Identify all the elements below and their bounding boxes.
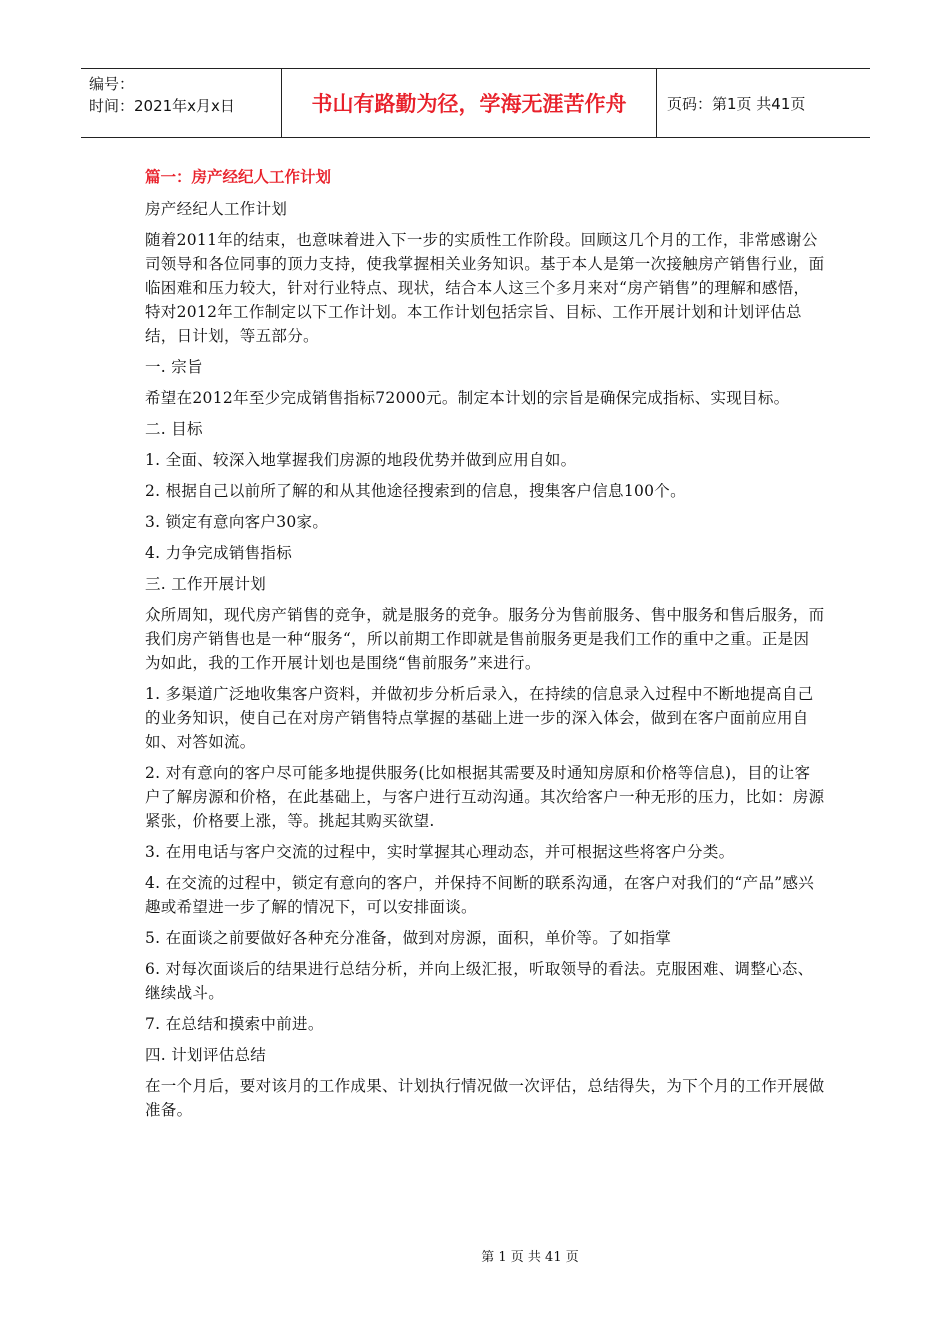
goal-item: 2. 根据自己以前所了解的和从其他途径搜索到的信息，搜集客户信息100个。 (145, 482, 686, 500)
plan-item: 5. 在面谈之前要做好各种充分准备，做到对房源，面积，单价等。了如指掌 (145, 929, 672, 947)
plan-item: 3. 在用电话与客户交流的过程中，实时掌握其心理动态，并可根据这些将客户分类。 (145, 843, 735, 861)
page-footer (0, 1246, 950, 1265)
intro-paragraph: 随着2011年的结束，也意味着进入下一步的实质性工作阶段。回顾这几个月的工作，非常感谢公司领导和各位同事的顶力支持，使我掌握相关业务知识。基于本人是第一次接触房产销售行业，面临困难和压力较大，针对行业特点、现状，结合本人这三个多月来对“房产销售”的理解和感悟，特对2012年工作制定以下工作计划。本工作计划包括宗旨、目标、工作开展计划和计划评估总结，日计划，等五部分。 (145, 231, 825, 345)
plan-item: 2. 对有意向的客户尽可能多地提供服务(比如根据其需要及时通知房原和价格等信息)，目的让客户了解房源和价格，在此基础上，与客户进行互动沟通。其次给客户一种无形的压力，比如：房源紧张，价格要上涨，等。挑起其购买欲望. (145, 764, 825, 830)
header-motto: 书山有路勤为径，学海无涯苦作舟 (281, 69, 657, 137)
evaluation-paragraph: 在一个月后，要对该月的工作成果、计划执行情况做一次评估，总结得失，为下个月的工作开展做准备。 (145, 1077, 825, 1119)
plan-item: 1. 多渠道广泛地收集客户资料，并做初步分析后录入，在持续的信息录入过程中不断地提高自己的业务知识，使自己在对房产销售特点掌握的基础上进一步的深入体会，做到在客户面前应用自如、对答如流。 (145, 685, 814, 751)
goal-item: 1. 全面、较深入地掌握我们房源的地段优势并做到应用自如。 (145, 451, 577, 469)
plan-item: 6. 对每次面谈后的结果进行总结分析，并向上级汇报，听取领导的看法。克服困难、调整心态、继续战斗。 (145, 960, 814, 1002)
plan-item: 4. 在交流的过程中，锁定有意向的客户，并保持不间断的联系沟通，在客户对我们的“产品”感兴趣或希望进一步了解的情况下，可以安排面谈。 (145, 874, 815, 916)
heading-evaluation: 四. 计划评估总结 (145, 1046, 267, 1064)
purpose-paragraph: 希望在2012年至少完成销售指标72000元。制定本计划的宗旨是确保完成指标、实现目标。 (145, 389, 790, 407)
footer-page-number: 第 1 页 共 41 页 (481, 1250, 579, 1265)
section-title: 篇一：房产经纪人工作计划 (145, 168, 332, 186)
header-meta (81, 69, 281, 137)
header-page-label: 页码：第1页 共41页 (667, 94, 806, 113)
page-header (81, 68, 870, 138)
time-label: 时间：2021年x月x日 (89, 97, 235, 115)
goal-item: 3. 锁定有意向客户30家。 (145, 513, 329, 531)
document-body (145, 165, 825, 1129)
heading-goals: 二. 目标 (145, 420, 203, 438)
number-label: 编号： (89, 75, 135, 93)
plan-item: 7. 在总结和摸索中前进。 (145, 1015, 324, 1033)
heading-purpose: 一. 宗旨 (145, 358, 203, 376)
heading-plan: 三. 工作开展计划 (145, 575, 267, 593)
goal-item: 4. 力争完成销售指标 (145, 544, 293, 562)
subtitle: 房产经纪人工作计划 (145, 200, 288, 218)
plan-paragraph: 众所周知，现代房产销售的竞争，就是服务的竞争。服务分为售前服务、售中服务和售后服务，而我们房产销售也是一种“服务“，所以前期工作即就是售前服务更是我们工作的重中之重。正是因为如此，我的工作开展计划也是围绕“售前服务”来进行。 (145, 606, 825, 672)
